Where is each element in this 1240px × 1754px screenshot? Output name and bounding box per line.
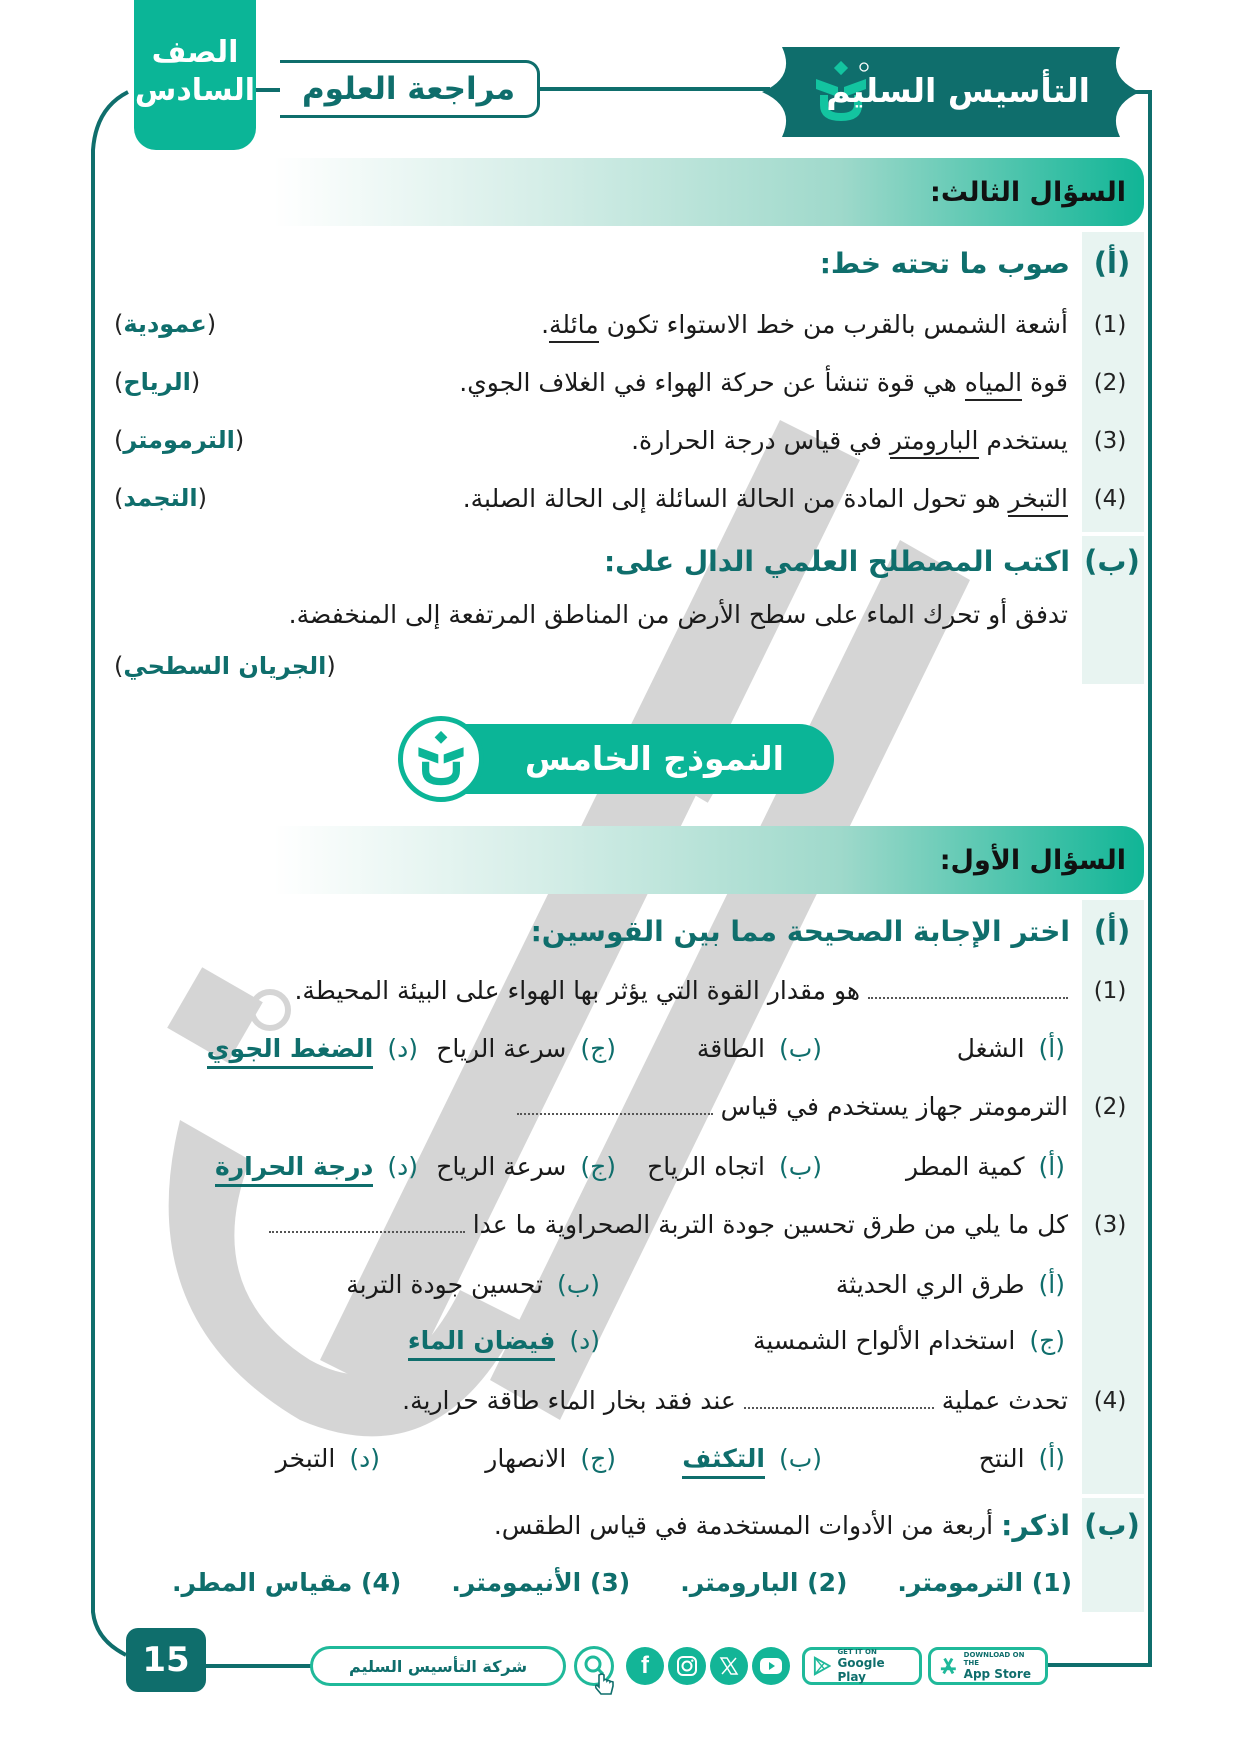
- paren: (: [190, 368, 201, 396]
- underlined-word: المياه: [965, 368, 1022, 401]
- paren: (: [234, 426, 245, 454]
- part-letter: (أ): [1093, 914, 1131, 948]
- option-text: درجة الحرارة: [215, 1152, 373, 1187]
- company-link[interactable]: [310, 1646, 566, 1686]
- correct-item-4: [463, 484, 1068, 513]
- paren: ): [114, 426, 124, 454]
- option-c[interactable]: [436, 1152, 616, 1181]
- question-text: هو مقدار القوة التي يؤثر بها الهواء على البيئة المحيطة.: [294, 976, 861, 1005]
- option-text: النتح: [978, 1444, 1025, 1473]
- page-number: 15: [126, 1628, 206, 1692]
- option-text: اتجاه الرياح: [647, 1152, 765, 1181]
- option-letter: (د): [387, 1034, 418, 1063]
- option-text: التكثف: [682, 1444, 765, 1479]
- question-number: (3): [1093, 1212, 1127, 1238]
- answer-text: الرياح: [123, 368, 191, 396]
- tool-answer: (1) الترمومتر.: [897, 1568, 1072, 1597]
- model-banner: [398, 716, 834, 802]
- option-c[interactable]: [753, 1326, 1065, 1355]
- part-title: اكتب المصطلح العلمي الدال على:: [603, 544, 1070, 578]
- option-text: طرق الري الحديثة: [835, 1270, 1025, 1299]
- option-text: التبخر: [275, 1444, 336, 1473]
- part-title: صوب ما تحته خط:: [819, 246, 1070, 280]
- grade-tab: [134, 0, 256, 150]
- part-title: اختر الإجابة الصحيحة مما بين القوسين:: [530, 914, 1070, 948]
- option-text: كمية المطر: [905, 1152, 1025, 1181]
- answer-text: الجريان السطحي: [123, 652, 327, 680]
- part-text: أربعة من الأدوات المستخدمة في قياس الطقس.: [493, 1510, 994, 1540]
- grade-line1: الصف: [151, 35, 239, 70]
- grade-line2: السادس: [134, 73, 256, 108]
- tools-answers: [172, 1568, 1072, 1597]
- apple-small-text: DOWNLOAD ON THE: [963, 1651, 1025, 1667]
- option-d[interactable]: [276, 1444, 380, 1473]
- term-definition: تدفق أو تحرك الماء على سطح الأرض من المناطق المرتفعة إلى المنخفضة.: [288, 600, 1068, 629]
- option-a[interactable]: [906, 1152, 1065, 1181]
- option-d-correct[interactable]: [408, 1326, 600, 1355]
- correct-item-1: [541, 310, 1068, 339]
- underlined-word: التبخر: [1008, 484, 1068, 517]
- facebook-link[interactable]: [626, 1647, 664, 1685]
- option-letter: (د): [387, 1152, 418, 1181]
- part-b-heading: [494, 1508, 1140, 1542]
- paren: (: [206, 310, 217, 338]
- x-icon: [719, 1656, 739, 1676]
- option-letter: (ج): [580, 1152, 616, 1181]
- option-text: الطاقة: [696, 1034, 765, 1063]
- tool-answer: (3) الأنيمومتر.: [451, 1568, 631, 1597]
- option-text: سرعة الرياح: [436, 1034, 567, 1063]
- part-a-heading: [820, 246, 1140, 280]
- blank-line: [744, 1401, 934, 1409]
- question-title: السؤال الثالث:: [930, 176, 1126, 208]
- mcq-question-2: [517, 1092, 1068, 1121]
- part-b-heading: [604, 544, 1140, 578]
- option-d-correct[interactable]: [215, 1152, 418, 1181]
- brand-name: التأسيس السليم: [826, 71, 1090, 110]
- blank-line: [517, 1107, 713, 1115]
- part-letter: (ب): [1084, 1508, 1140, 1542]
- paren: ): [114, 368, 124, 396]
- answer-3: [114, 426, 244, 454]
- model-logo-icon: [398, 716, 484, 802]
- mcq-question-3: [269, 1210, 1068, 1239]
- item-text-after: هي قوة تنشأ عن حركة الهواء في الغلاف الجوي.: [459, 368, 965, 397]
- option-c[interactable]: [436, 1034, 616, 1063]
- paren: ): [114, 652, 124, 680]
- option-letter: (ب): [556, 1270, 600, 1299]
- mcq-question-1: [294, 976, 1068, 1005]
- item-text: قوة: [1022, 368, 1068, 397]
- app-store-icon: [939, 1656, 958, 1676]
- paren: (: [326, 652, 336, 680]
- app-store-button[interactable]: [928, 1647, 1048, 1685]
- option-letter: (أ): [1038, 1444, 1065, 1473]
- subject-title: [280, 60, 540, 118]
- option-letter: (د): [569, 1326, 600, 1355]
- question-bar-third: [274, 158, 1144, 226]
- option-text: تحسين جودة التربة: [346, 1270, 543, 1299]
- option-letter: (ج): [580, 1444, 616, 1473]
- question-bar-first: [274, 826, 1144, 894]
- option-letter: (ب): [778, 1444, 822, 1473]
- item-number: (3): [1093, 428, 1127, 454]
- option-b[interactable]: [647, 1152, 822, 1181]
- option-b-correct[interactable]: [682, 1444, 822, 1473]
- brand-banner: [762, 47, 1140, 137]
- option-d-correct[interactable]: [207, 1034, 418, 1063]
- option-letter: (أ): [1038, 1152, 1065, 1181]
- tool-answer: (2) البارومتر.: [680, 1568, 848, 1597]
- question-number: (4): [1093, 1388, 1127, 1414]
- part-label: اذكر:: [1001, 1508, 1070, 1542]
- option-letter: (أ): [1038, 1270, 1065, 1299]
- google-play-button[interactable]: [802, 1647, 922, 1685]
- google-play-icon: [813, 1655, 831, 1677]
- option-text: الشغل: [956, 1034, 1025, 1063]
- item-number: (2): [1093, 370, 1127, 396]
- subject-label: مراجعة العلوم: [301, 71, 516, 107]
- option-letter: (ب): [778, 1034, 822, 1063]
- option-text: الضغط الجوي: [207, 1034, 374, 1069]
- underlined-word: البارومتر: [890, 426, 979, 459]
- search-button[interactable]: [574, 1646, 614, 1686]
- answer-1: [114, 310, 216, 338]
- instagram-icon: [676, 1655, 698, 1677]
- option-a[interactable]: [957, 1034, 1065, 1063]
- question-text: كل ما يلي من طرق تحسين جودة التربة الصحراوية ما عدا: [472, 1210, 1068, 1239]
- option-text: الانصهار: [485, 1444, 567, 1473]
- item-text: أشعة الشمس بالقرب من خط الاستواء تكون: [598, 310, 1068, 339]
- question-text-after: عند فقد بخار الماء طاقة حرارية.: [402, 1386, 736, 1415]
- item-number: (4): [1093, 486, 1127, 512]
- answer-2: [114, 368, 200, 396]
- hand-pointer-icon: [593, 1671, 619, 1697]
- option-text: فيضان الماء: [408, 1326, 556, 1361]
- option-letter: (ج): [580, 1034, 616, 1063]
- answer-4: [114, 484, 207, 512]
- option-letter: (ج): [1029, 1326, 1065, 1355]
- blank-line: [868, 991, 1068, 999]
- option-letter: (د): [349, 1444, 380, 1473]
- option-letter: (أ): [1038, 1034, 1065, 1063]
- paren: ): [114, 310, 124, 338]
- x-link[interactable]: [710, 1647, 748, 1685]
- option-a[interactable]: [979, 1444, 1065, 1473]
- mcq-question-4: [402, 1386, 1068, 1415]
- tool-answer: (4) مقياس المطر.: [171, 1568, 402, 1597]
- question-text: الترمومتر جهاز يستخدم في قياس: [720, 1092, 1068, 1121]
- option-text: سرعة الرياح: [436, 1152, 567, 1181]
- blank-line: [269, 1225, 465, 1233]
- question-number: (1): [1093, 978, 1127, 1004]
- option-letter: (ب): [778, 1152, 822, 1181]
- model-title: النموذج الخامس: [524, 739, 784, 778]
- answer-text: الترمومتر: [123, 426, 235, 454]
- item-text-after: هو تحول المادة من الحالة السائلة إلى الحالة الصلبة.: [462, 484, 1009, 513]
- question-text-before: تحدث عملية: [941, 1386, 1068, 1415]
- google-small-text: GET IT ON: [837, 1648, 877, 1656]
- option-c[interactable]: [485, 1444, 616, 1473]
- item-number: (1): [1093, 312, 1127, 338]
- option-b[interactable]: [346, 1270, 600, 1299]
- question-title: السؤال الأول:: [939, 844, 1126, 876]
- question-number: (2): [1093, 1094, 1127, 1120]
- company-name: شركة التأسيس السليم: [348, 1656, 528, 1676]
- option-b[interactable]: [697, 1034, 822, 1063]
- instagram-link[interactable]: [668, 1647, 706, 1685]
- answer-text: عمودية: [123, 310, 207, 338]
- item-text-after: .: [541, 310, 550, 339]
- footer-line: [206, 1664, 312, 1668]
- item-text-after: في قياس درجة الحرارة.: [631, 426, 890, 455]
- answer-text: التجمد: [123, 484, 198, 512]
- paren: (: [197, 484, 208, 512]
- item-text: يستخدم: [978, 426, 1068, 455]
- google-big-text: Google Play: [837, 1656, 885, 1684]
- underlined-word: مائلة: [549, 310, 599, 343]
- correct-item-2: [459, 368, 1068, 397]
- apple-big-text: App Store: [963, 1667, 1031, 1681]
- option-a[interactable]: [836, 1270, 1065, 1299]
- part-a-heading: [531, 914, 1140, 948]
- part-letter: (ب): [1084, 544, 1140, 578]
- part-letter: (أ): [1093, 246, 1131, 280]
- paren: ): [114, 484, 124, 512]
- correct-item-3: [631, 426, 1068, 455]
- youtube-icon: [759, 1657, 783, 1675]
- facebook-icon: f: [641, 1652, 649, 1679]
- option-text: استخدام الألواح الشمسية: [752, 1326, 1016, 1355]
- youtube-link[interactable]: [752, 1647, 790, 1685]
- term-answer: [114, 652, 336, 680]
